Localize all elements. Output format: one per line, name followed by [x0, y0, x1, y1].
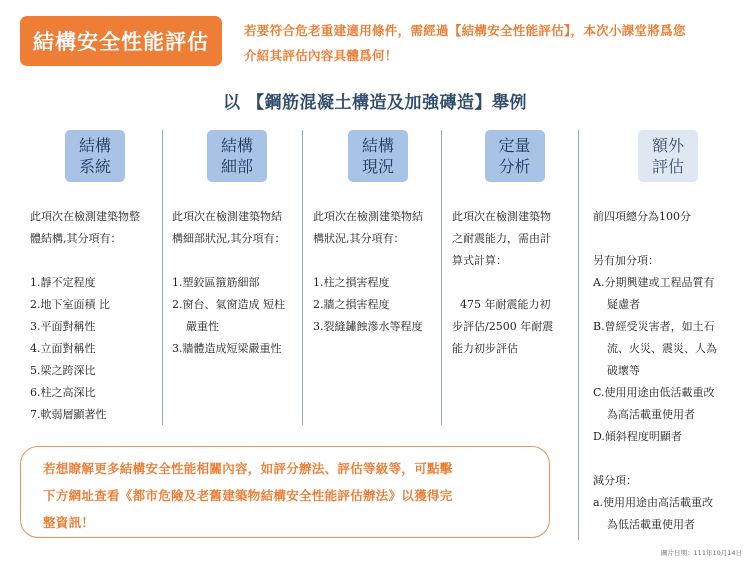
example-heading: 以 【鋼筋混凝土構造及加強磚造】舉例	[223, 93, 527, 113]
note-line: 若想瞭解更多結構安全性能相關內容，如評分辦法、評估等級等，可點擊	[43, 461, 453, 476]
page-title: 結構安全性能評估	[20, 16, 222, 66]
column-structural-detail	[172, 128, 302, 428]
image-date: 圖片日期：111年10月14日	[661, 549, 742, 557]
column-quantitative-analysis	[452, 128, 577, 428]
intro-line: 若要符合危老重建適用條件，需經過【結構安全性能評估】，本次小課堂將爲您	[244, 23, 686, 38]
column-extra-evaluation	[593, 128, 743, 531]
column-description: 此項次在檢測建築物結 構狀況,其分項有： 1.柱之損害程度 2.牆之損害程度 3.裂縫鏽蝕滲水等程度	[313, 210, 423, 333]
column-structural-system	[30, 128, 160, 428]
category-label: 額外 評估	[638, 130, 698, 182]
intro-line: 介紹其評估內容具體爲何！	[244, 48, 398, 63]
column-description: 前四項總分為100分 另有加分項： A.分期興建或工程品質有 疑慮者 B.曾經受災害者，如土石 流、火災、震災、人為 破壞等 C.使用用途由低活載重改 為高活載重使用者 D.傾斜程度明顯者 減分項： a.使用用途由高活載重改 為低活載重使用者	[593, 210, 717, 531]
more-info-note	[20, 446, 550, 538]
column-description: 此項次在檢測建築物結 構細部狀況,其分項有： 1.塑鉸區箍筋細部 2.窗台、氣窗造成 短柱 嚴重性 3.牆體造成短梁嚴重性	[172, 210, 286, 355]
column-structural-condition	[313, 128, 443, 428]
column-description: 此項次在檢測建築物 之耐震能力，需由計 算式計算： 475 年耐震能力初 步評估/2500 年耐震 能力初步評估	[452, 210, 554, 355]
category-label: 結構 系統	[65, 130, 125, 182]
column-divider	[302, 130, 303, 425]
category-label: 結構 現況	[348, 130, 408, 182]
column-divider	[162, 130, 163, 425]
column-divider	[578, 130, 579, 540]
note-line: 下方網址查看《都市危險及老舊建築物結構安全性能評估辦法》以獲得完	[43, 488, 453, 503]
category-label: 結構 細部	[207, 130, 267, 182]
column-description: 此項次在檢測建築物整 體結構,其分項有： 1.靜不定程度 2.地下室面積 比 3.平面對稱性 4.立面對稱性 5.梁之跨深比 6.柱之高深比 7.軟弱層顯著性	[30, 210, 140, 421]
column-divider	[441, 130, 442, 425]
note-line: 整資訊！	[43, 515, 95, 530]
intro-text	[244, 18, 734, 68]
category-label: 定量 分析	[485, 130, 545, 182]
